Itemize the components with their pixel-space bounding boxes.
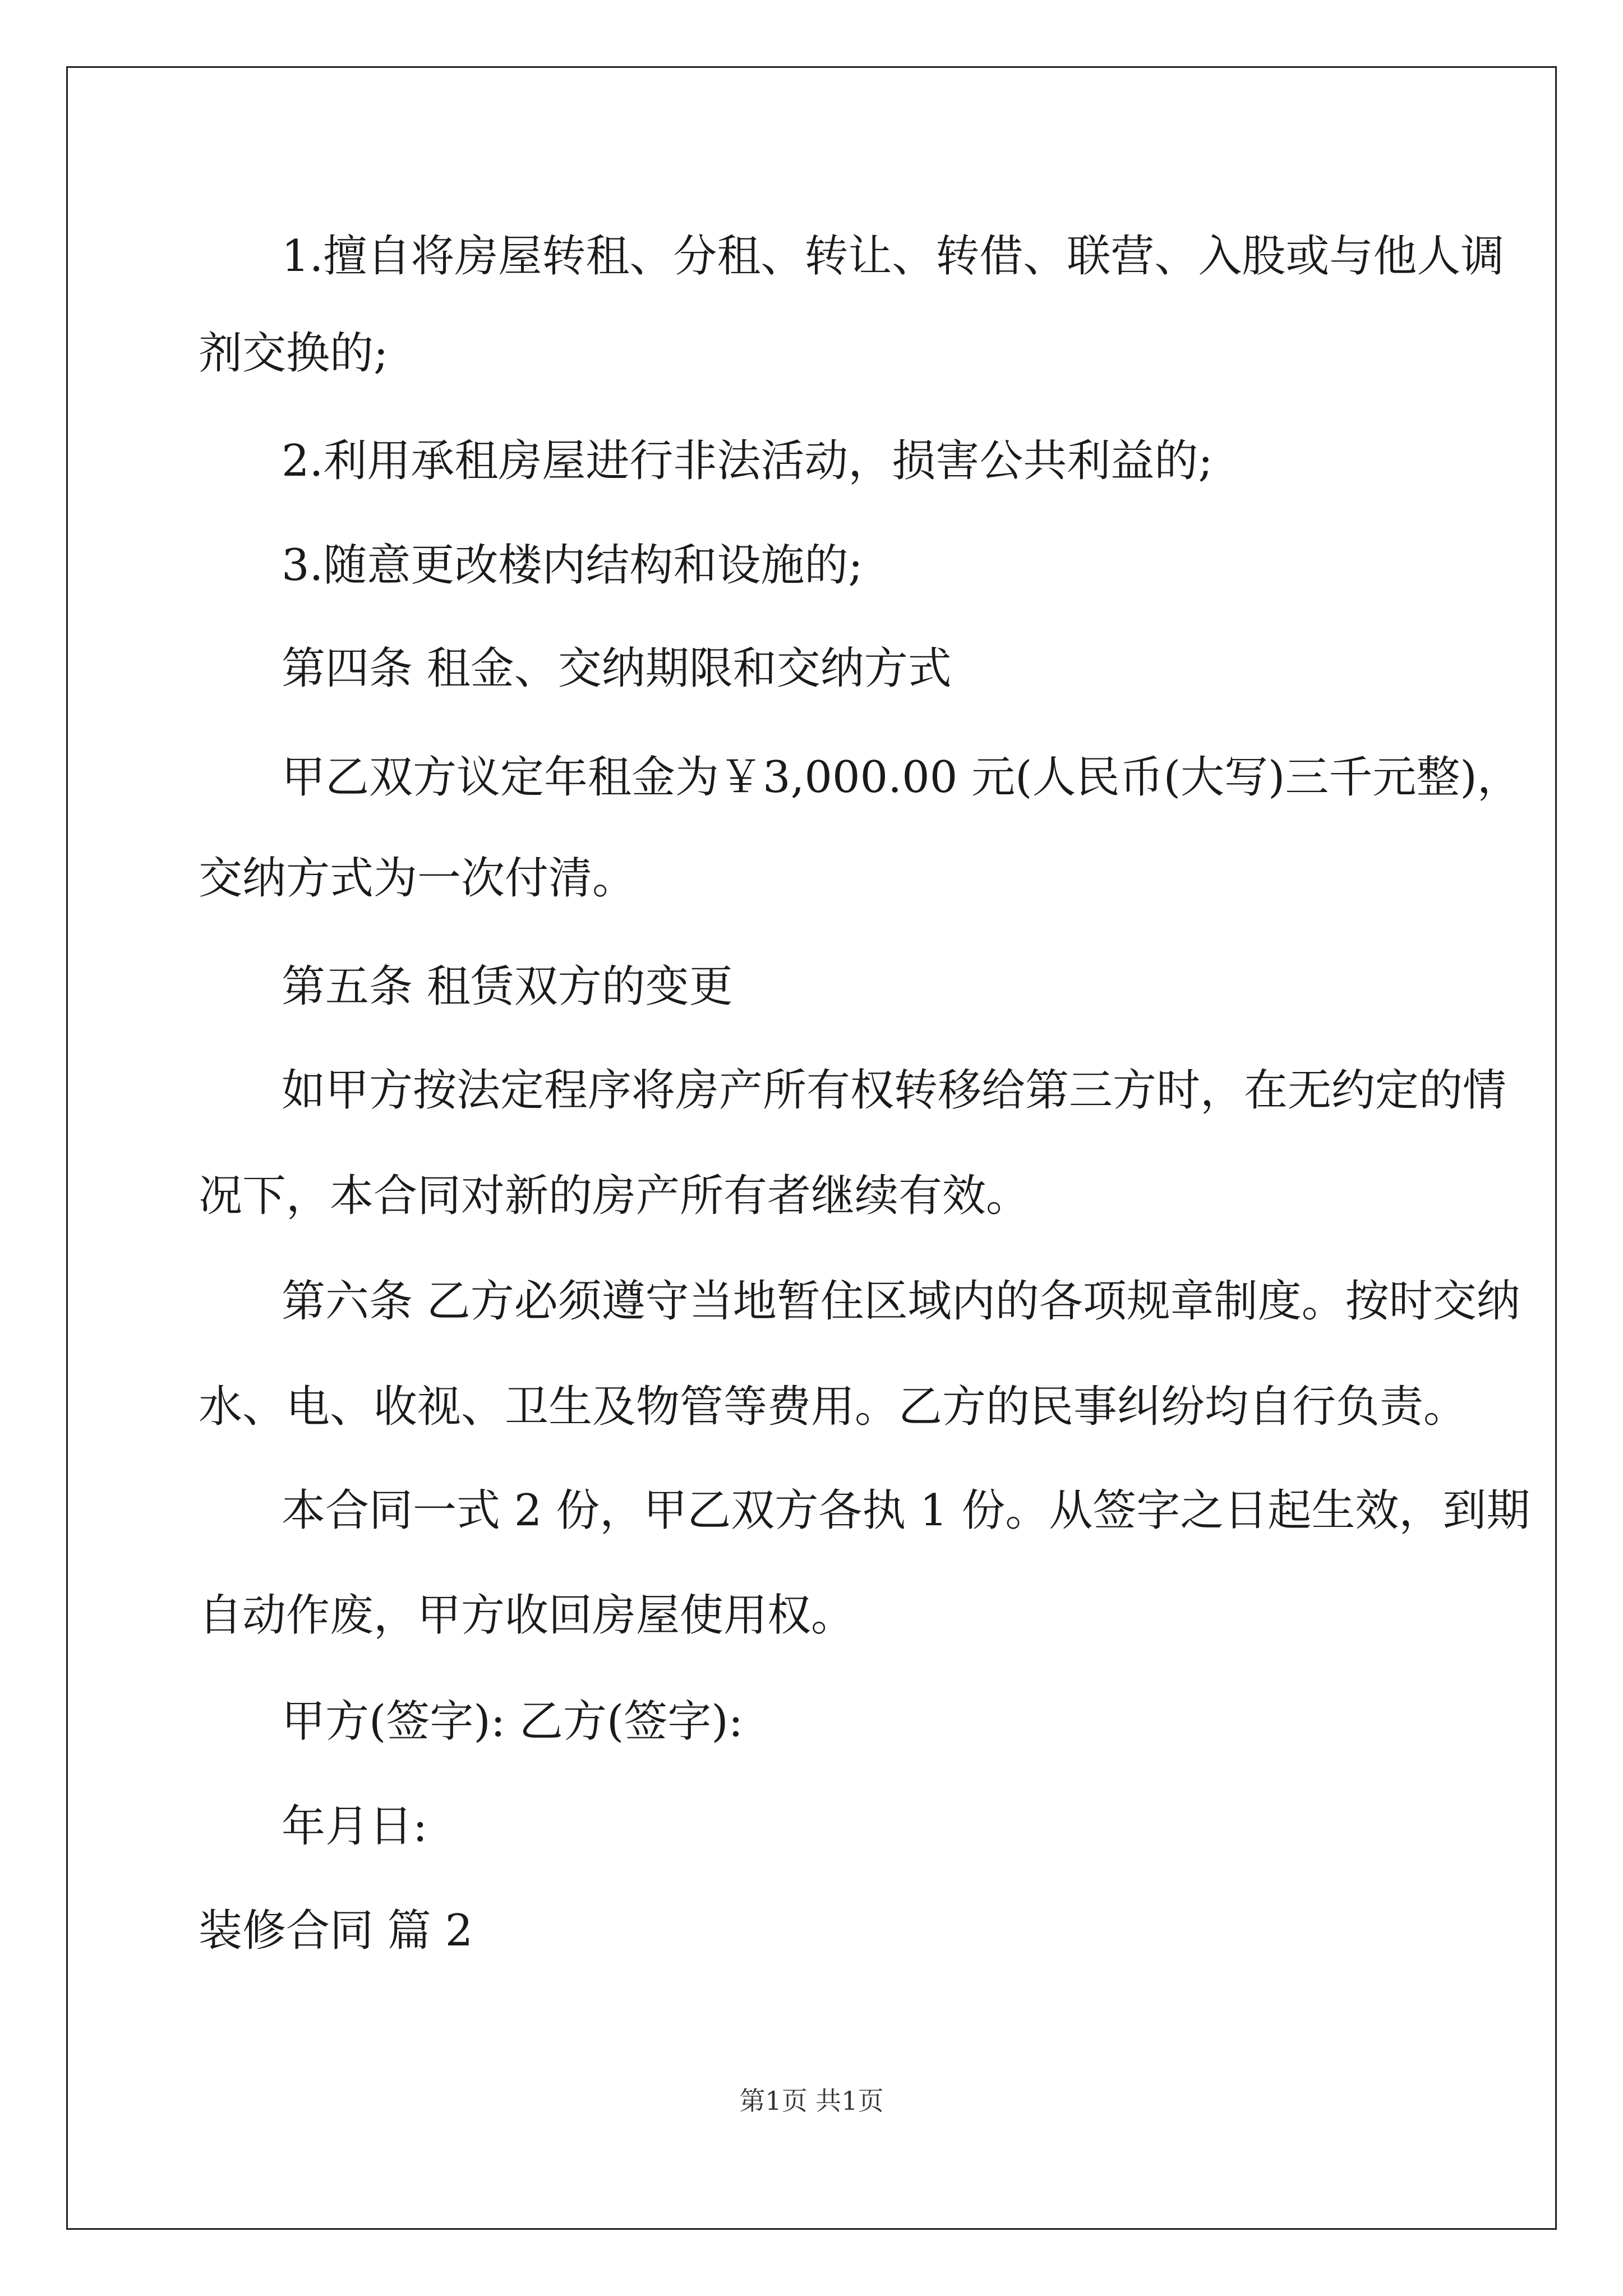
rent-amount-line-2: 交纳方式为一次付清。 bbox=[199, 853, 637, 904]
date-line: 年月日: bbox=[282, 1801, 428, 1852]
article-6-line-1: 第六条 乙方必须遵守当地暂住区域内的各项规章制度。按时交纳 bbox=[282, 1276, 1520, 1327]
rent-amount-line-1: 甲乙双方议定年租金为￥3,000.00 元(人民币(大写)三千元整)， bbox=[282, 752, 1521, 803]
next-section-title: 装修合同 篇 2 bbox=[199, 1906, 473, 1956]
clause-1-line-1: 1.擅自将房屋转租、分租、转让、转借、联营、入股或与他人调 bbox=[282, 231, 1505, 282]
copies-clause-line-2: 自动作废，甲方收回房屋使用权。 bbox=[199, 1590, 855, 1641]
clause-3: 3.随意更改楼内结构和设施的; bbox=[282, 540, 863, 591]
transfer-clause-line-1: 如甲方按法定程序将房产所有权转移给第三方时，在无约定的情 bbox=[282, 1065, 1507, 1116]
signature-line: 甲方(签字): 乙方(签字): bbox=[282, 1696, 744, 1747]
clause-2: 2.利用承租房屋进行非法活动，损害公共利益的; bbox=[282, 436, 1213, 486]
transfer-clause-line-2: 况下，本合同对新的房产所有者继续有效。 bbox=[199, 1171, 1030, 1221]
article-4-heading: 第四条 租金、交纳期限和交纳方式 bbox=[282, 643, 952, 694]
clause-1-line-2: 剂交换的; bbox=[199, 328, 389, 379]
copies-clause-line-1: 本合同一式 2 份，甲乙双方各执 1 份。从签字之日起生效，到期 bbox=[282, 1485, 1530, 1536]
page-footer: 第1页 共1页 bbox=[739, 2086, 884, 2116]
article-6-line-2: 水、电、收视、卫生及物管等费用。乙方的民事纠纷均自行负责。 bbox=[199, 1382, 1468, 1432]
article-5-heading: 第五条 租赁双方的变更 bbox=[282, 961, 733, 1012]
